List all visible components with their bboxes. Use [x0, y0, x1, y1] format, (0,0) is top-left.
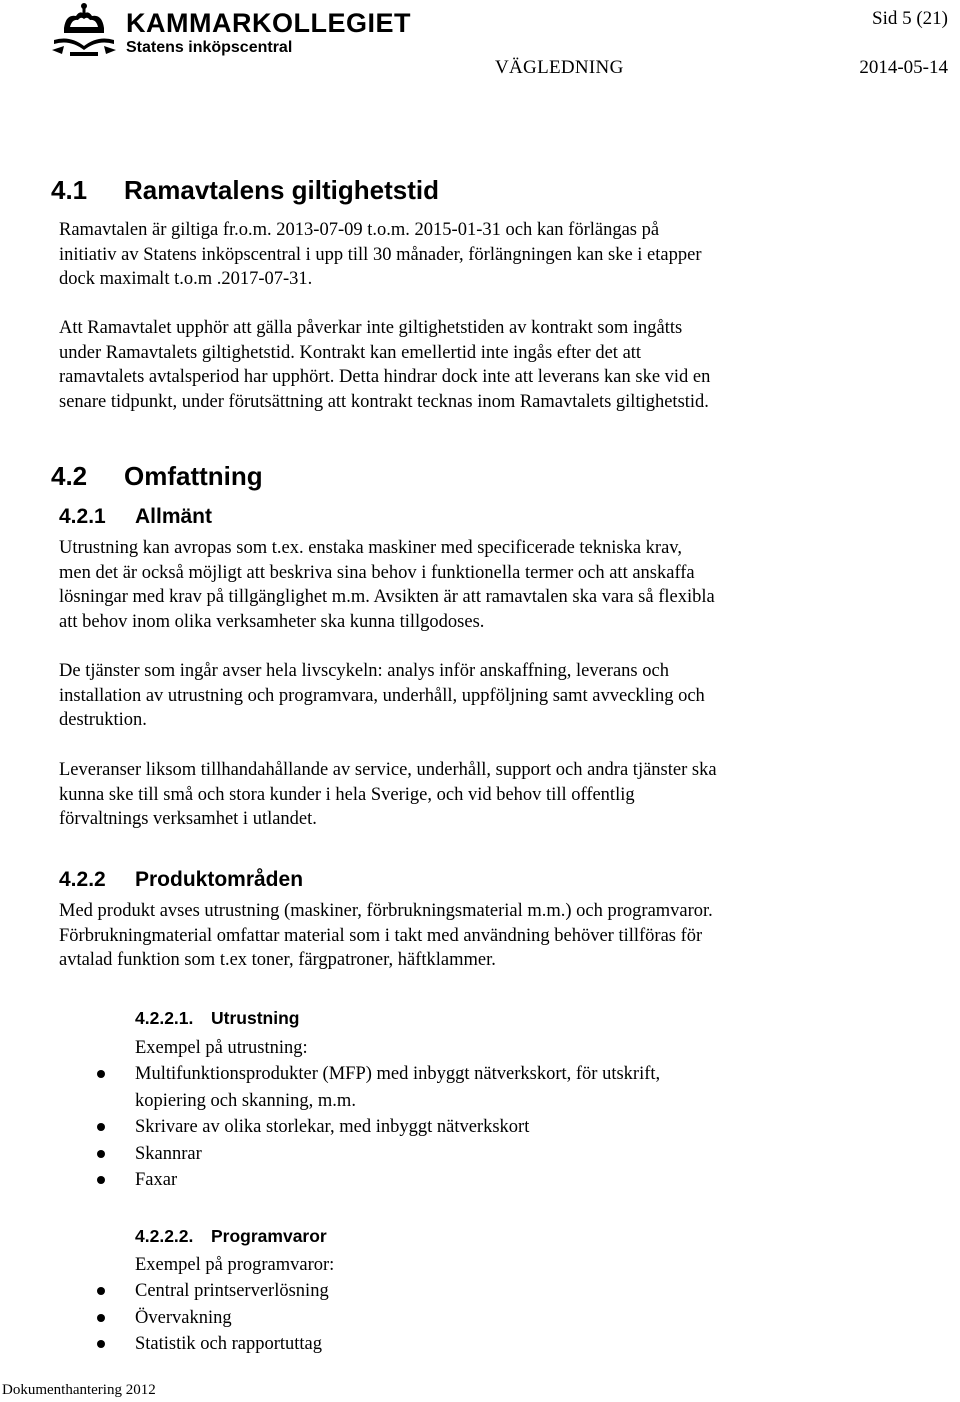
heading-4-2 — [51, 461, 263, 491]
bullet-icon — [97, 1070, 105, 1078]
logo-title: KAMMARKOLLEGIET — [126, 8, 411, 38]
heading-title: Allmänt — [135, 505, 213, 528]
list-item-text: Skannrar — [135, 1143, 202, 1164]
bullet-icon — [97, 1150, 105, 1158]
text-line: Att Ramavtalet upphör att gälla påverkar inte giltighetstiden av kontrakt som ingåtts — [59, 318, 683, 338]
paragraph-services — [59, 659, 829, 733]
bullet-icon — [97, 1123, 105, 1131]
text-line: att behov inom olika verksamheter ska kunna tillgodoses. — [59, 611, 485, 632]
bullet-icon — [97, 1287, 105, 1295]
text-line: senare tidpunkt, under förutsättning att kontrakt tecknas inom Ramavtalets giltighetstid. — [59, 391, 709, 412]
software-intro: Exempel på programvaror: — [135, 1255, 335, 1275]
text-line: under Ramavtalets giltighetstid. Kontrakt kan emellertid inte ingås efter det att — [59, 342, 642, 363]
paragraph-validity — [59, 218, 829, 292]
text-line: avtalad funktion som t.ex toner, färgpatroner, häftklammer. — [59, 950, 496, 971]
document-type: VÄGLEDNING — [495, 57, 624, 78]
equipment-intro: Exempel på utrustning: — [135, 1038, 308, 1058]
text-line: Med produkt avses utrustning (maskiner, förbrukningsmaterial m.m.) och programvaror. — [59, 901, 713, 921]
list-item — [135, 1305, 329, 1332]
list-item — [135, 1278, 329, 1305]
text-line: destruktion. — [59, 710, 147, 731]
list-item — [135, 1331, 329, 1358]
heading-number: 4.2 — [51, 461, 88, 491]
heading-4-2-2-2 — [135, 1225, 327, 1247]
list-item-text: Faxar — [135, 1170, 178, 1190]
paragraph-deliveries — [59, 758, 829, 832]
heading-title: Programvaror — [211, 1226, 327, 1246]
paragraph-contracts — [59, 316, 829, 414]
text-line: Ramavtalen är giltiga fr.o.m. 2013-07-09 t.o.m. 2015-01-31 och kan förlängas på — [59, 220, 660, 240]
text-line: Förbrukningmaterial omfattar material som i takt med användning behöver tillföras för — [59, 925, 703, 946]
text-line: dock maximalt t.o.m .2017-07-31. — [59, 269, 313, 290]
heading-number: 4.2.2.2. — [135, 1226, 194, 1246]
list-item-text: Statistik och rapportuttag — [135, 1334, 323, 1354]
heading-4-2-1 — [59, 504, 212, 529]
list-item-text: Multifunktionsprodukter (MFP) med inbyggt nätverkskort, för utskrift, — [135, 1064, 661, 1084]
paragraph-general — [59, 536, 829, 634]
list-item-text: Skrivare av olika storlekar, med inbyggt nätverkskort — [135, 1117, 530, 1137]
heading-number: 4.2.1 — [59, 505, 106, 528]
text-line: lösningar med krav på tillgänglighet m.m. Avsikten är att ramavtalen ska vara så flexibla — [59, 587, 715, 608]
crown-logo-icon — [50, 2, 118, 62]
bullet-icon — [97, 1176, 105, 1184]
heading-title: Omfattning — [124, 461, 263, 491]
list-item — [135, 1167, 660, 1194]
page-number: Sid 5 (21) — [872, 8, 948, 29]
heading-4-2-2-1 — [135, 1007, 299, 1029]
document-date: 2014-05-14 — [859, 57, 948, 78]
list-item — [135, 1114, 660, 1141]
bullet-icon — [97, 1314, 105, 1322]
logo — [50, 2, 411, 64]
software-list — [135, 1278, 329, 1358]
bullet-icon — [97, 1340, 105, 1348]
heading-number: 4.1 — [51, 175, 88, 205]
footer-text: Dokumenthantering 2012 — [2, 1382, 156, 1398]
heading-title: Produktområden — [135, 868, 304, 891]
list-item-text: Övervakning — [135, 1307, 232, 1328]
equipment-list — [135, 1061, 660, 1194]
heading-4-1 — [51, 175, 439, 205]
list-item-text: kopiering och skanning, m.m. — [135, 1090, 356, 1111]
text-line: kunna ske till små och stora kunder i hela Sverige, och vid behov till offentlig — [59, 784, 635, 805]
text-line: förvaltnings verksamhet i utlandet. — [59, 809, 317, 830]
text-line: ramavtalets avtalsperiod har upphört. Detta hindrar dock inte att leverans kan ske vid en — [59, 367, 711, 388]
heading-number: 4.2.2.1. — [135, 1008, 194, 1028]
paragraph-products — [59, 899, 829, 973]
text-line: installation av utrustning och programvara, underhåll, uppföljning samt avveckling och — [59, 685, 705, 706]
text-line: De tjänster som ingår avser hela livscykeln: analys inför anskaffning, leverans och — [59, 661, 669, 681]
text-line: initiativ av Statens inköpscentral i upp till 30 månader, förlängningen kan ske i etapper — [59, 244, 702, 265]
list-item-text: Central printserverlösning — [135, 1281, 329, 1301]
list-item — [135, 1061, 660, 1114]
text-line: Utrustning kan avropas som t.ex. enstaka maskiner med specificerade tekniska krav, — [59, 538, 682, 558]
text-line: Leveranser liksom tillhandahållande av service, underhåll, support och andra tjänster ska — [59, 760, 717, 780]
heading-title: Utrustning — [211, 1008, 300, 1028]
logo-subtitle: Statens inköpscentral — [126, 39, 293, 56]
list-item — [135, 1141, 660, 1168]
heading-title: Ramavtalens giltighetstid — [124, 175, 439, 205]
heading-number: 4.2.2 — [59, 868, 106, 891]
text-line: men det är också möjligt att beskriva sina behov i funktionella termer och att anskaffa — [59, 562, 695, 583]
heading-4-2-2 — [59, 867, 303, 892]
